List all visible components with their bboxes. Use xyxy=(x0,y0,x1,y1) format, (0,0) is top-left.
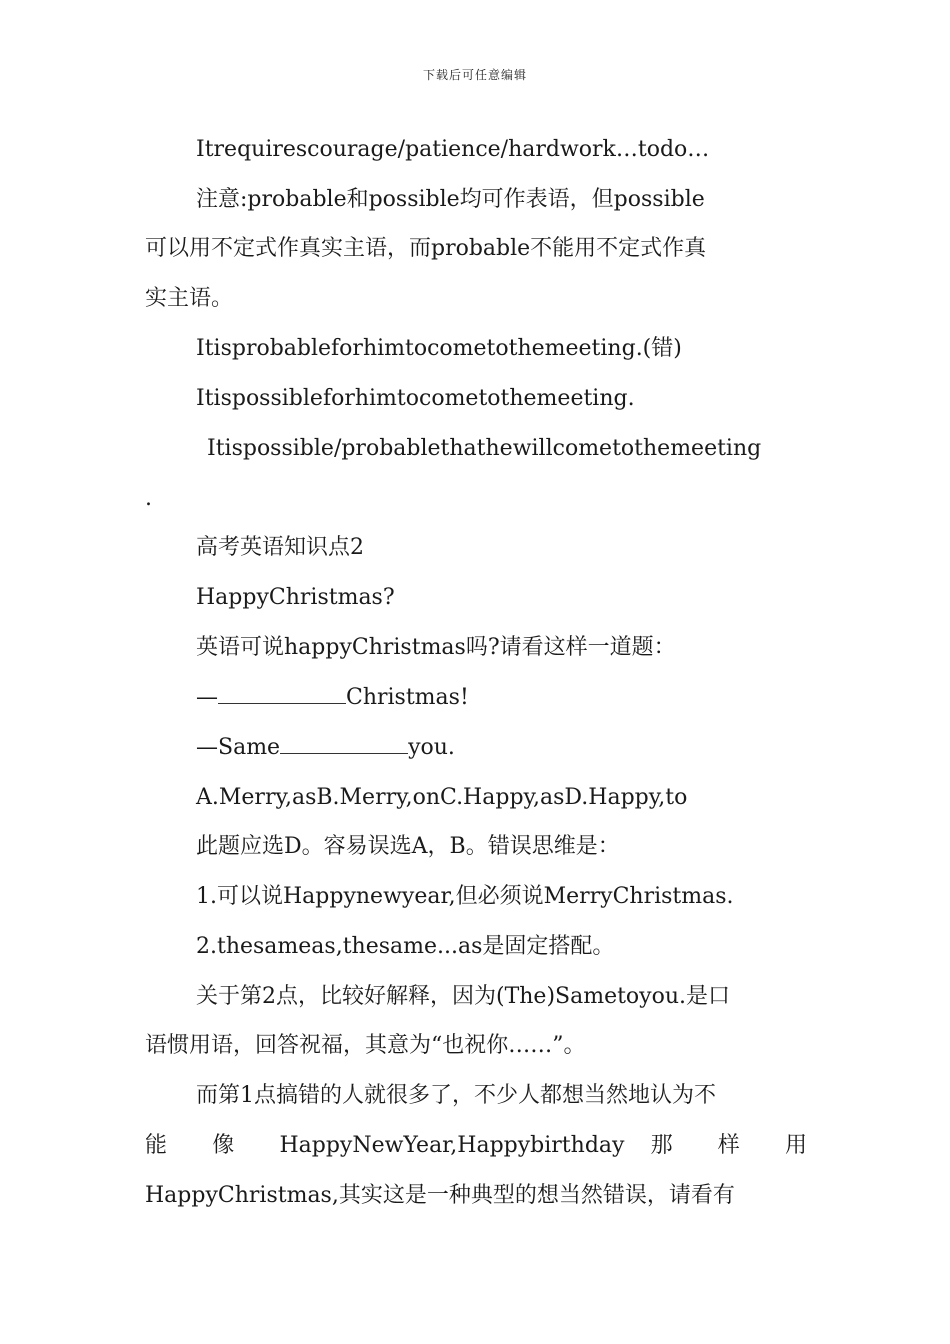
text-line: Itrequirescourage/patience/hardwork…todo… xyxy=(196,137,710,162)
word: HappyNewYear,Happybirthday xyxy=(279,1133,625,1158)
text-line: 2.thesameas,thesame...as是固定搭配。 xyxy=(196,934,615,959)
word: 用 xyxy=(785,1133,808,1158)
text-line: 实主语。 xyxy=(145,286,234,311)
answer-text: you. xyxy=(408,735,455,760)
answer-line xyxy=(196,733,455,763)
text-line: HappyChristmas? xyxy=(196,585,395,610)
answer-blank xyxy=(280,733,408,754)
page-header: 下载后可任意编辑 xyxy=(422,68,527,82)
answer-text: —Same xyxy=(196,735,281,760)
section-heading: 高考英语知识点2 xyxy=(196,535,364,560)
text-line: 语惯用语，回答祝福，其意为“也祝你……”。 xyxy=(145,1033,586,1058)
text-line: 可以用不定式作真实主语，而probable不能用不定式作真 xyxy=(145,236,707,261)
word: 能 xyxy=(145,1133,187,1158)
answer-blank xyxy=(218,683,346,704)
word: 样 xyxy=(717,1133,759,1158)
text-line: 英语可说happyChristmas吗?请看这样一道题： xyxy=(196,635,676,660)
options-line: A.Merry,asB.Merry,onC.Happy,asD.Happy,to xyxy=(196,785,688,810)
text-line: 1.可以说Happynewyear,但必须说MerryChristmas. xyxy=(196,884,734,909)
text-line: Itisprobableforhimtocometothemeeting.(错) xyxy=(196,336,682,361)
text-line: 此题应选D。容易误选A，B。错误思维是： xyxy=(196,834,620,859)
word: 那 xyxy=(650,1133,692,1158)
text-line: HappyChristmas,其实这是一种典型的想当然错误，请看有 xyxy=(145,1183,735,1208)
justified-line xyxy=(145,1131,807,1161)
text-line: 而第1点搞错的人就很多了，不少人都想当然地认为不 xyxy=(196,1083,716,1108)
text-line: Itispossibleforhimtocometothemeeting. xyxy=(196,386,635,411)
question-text: Christmas! xyxy=(346,685,469,710)
text-line: 注意:probable和possible均可作表语，但possible xyxy=(196,187,705,212)
text-line: 关于第2点，比较好解释，因为(The)Sametoyou.是口 xyxy=(196,984,731,1009)
dash: — xyxy=(196,685,218,710)
text-line: . xyxy=(145,486,152,511)
question-line xyxy=(196,683,469,713)
word: 像 xyxy=(212,1133,254,1158)
text-line: Itispossible/probablethathewillcometothemeeting xyxy=(207,436,762,461)
